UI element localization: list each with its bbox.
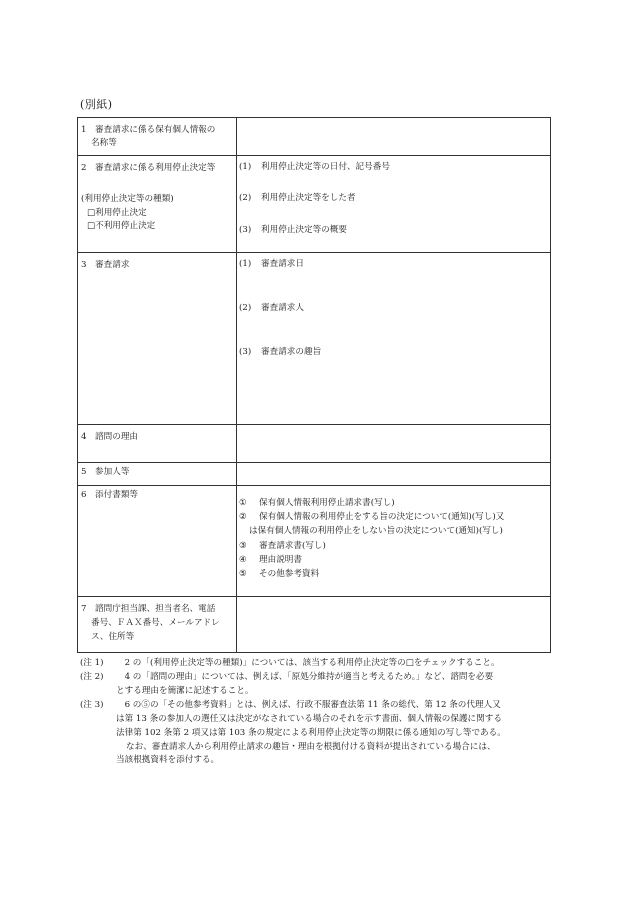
label-line: 2 審査請求に係る利用停止決定等 [81,163,216,173]
value-referral-reason[interactable] [237,425,551,463]
label-line: ス、住所等 [91,631,135,642]
row-participants [78,463,551,486]
label-review-request [78,253,237,425]
page-heading: (別紙) [80,98,113,111]
label-line: 1 審査請求に係る保有個人情報の [81,125,216,135]
value-attachments [237,486,551,597]
decision-type-title: (利用停止決定等の種類) [81,194,174,205]
note-1: (注 1) 2 の「(利用停止決定等の種類)」については、該当する利用停止決定等の□をチェックすること。 [80,658,500,668]
label-line: 名称等 [91,138,117,149]
label-line: 6 添付書類等 [81,490,139,500]
checkbox-non-suspension-decision[interactable]: □不利用停止決定 [87,220,156,231]
label-line: 番号、ＦＡＸ番号、メールアドレ [91,617,220,628]
label-personal-info-name [78,118,237,156]
list-item: (1) 審査請求日 [239,259,304,269]
list-item: (3) 審査請求の趣旨 [239,346,322,357]
list-item: (2) 審査請求人 [239,303,304,314]
label-line: 5 参加人等 [81,467,130,477]
checkbox-suspension-decision[interactable]: □利用停止決定 [87,207,147,218]
row-referral-reason [78,425,551,463]
list-item: ④ 理由説明書 [239,554,302,565]
value-review-request[interactable] [237,253,551,425]
row-personal-info-name [78,118,551,156]
list-item: ② 保有個人情報の利用停止をする旨の決定について(通知)(写し)又 [239,512,505,523]
note-2: (注 2) 4 の「諮問の理由」については、例えば、「原処分維持が適当と考えるため。」など、諮問を必要 とする理由を簡潔に記述すること。 [80,671,494,696]
list-item: (2) 利用停止決定等をした者 [239,193,356,204]
value-suspension-decision[interactable] [237,156,551,253]
note-3: (注 3) 6 の⑤の「その他参考資料」とは、例えば、行政不服審査法第 11 条の総代、第 12 条の代理人又 は第 13 条の参加人の選任又は決定がなされている場合のそれを示す書面、個人情報の保護に関する 法律第 102 条第 2 項又は第 103 条の規定による利用停止決定等の期限に係る通知の写し等である。 [80,699,506,738]
value-contact-info[interactable] [237,597,551,653]
list-item: ⑤ その他参考資料 [239,568,320,579]
note-3-supplement: なお、審査請求人から利用停止請求の趣旨・理由を根拠付ける資料が提出されている場合には、 当該根拠資料を添付する。 [116,741,496,766]
row-review-request [78,253,551,425]
row-contact-info [78,597,551,653]
label-line: 3 審査請求 [81,260,130,270]
label-line: 7 諮問庁担当課、担当者名、電話 [81,604,216,614]
list-item: ③ 審査請求書(写し) [239,540,326,551]
label-referral-reason [78,425,237,463]
referral-form-table [77,117,551,653]
label-contact-info [78,597,237,653]
row-attachments [78,486,551,597]
label-line: 4 諮問の理由 [81,432,139,442]
label-suspension-decision [78,156,237,253]
list-item: (3) 利用停止決定等の概要 [239,224,347,235]
row-suspension-decision [78,156,551,253]
value-personal-info-name[interactable] [237,118,551,156]
list-item: ① 保有個人情報利用停止請求書(写し) [239,498,395,508]
label-participants [78,463,237,486]
value-participants[interactable] [237,463,551,486]
list-item: (1) 利用停止決定等の日付、記号番号 [239,162,390,172]
label-attachments [78,486,237,597]
notes [80,657,560,768]
list-item-continuation: は保有個人情報の利用停止をしない旨の決定について(通知)(写し) [249,526,503,537]
